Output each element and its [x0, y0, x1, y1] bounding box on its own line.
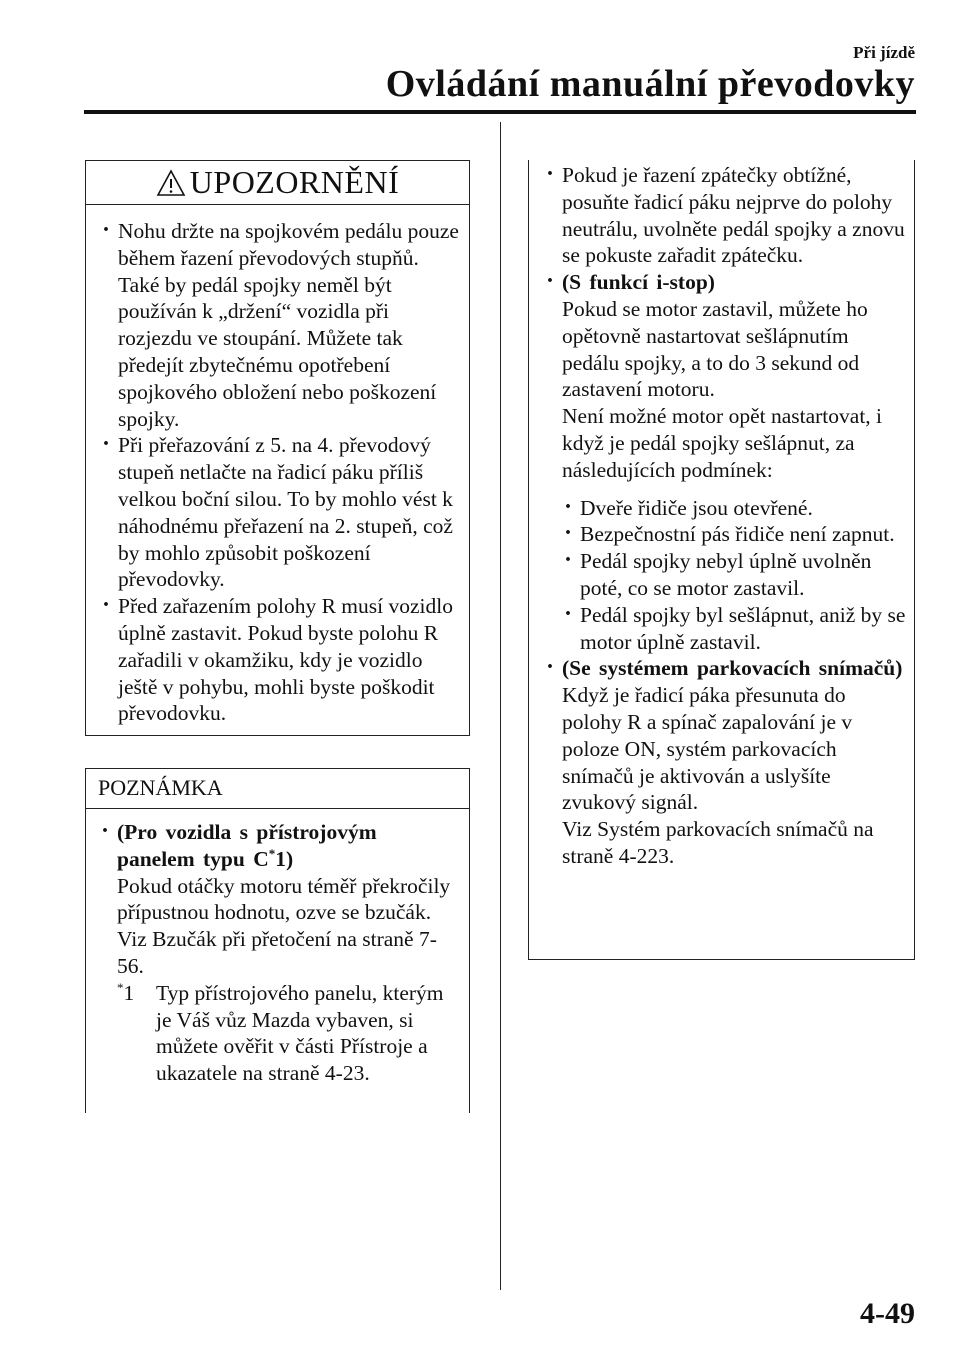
box-border [528, 959, 915, 960]
conditions-list [562, 495, 906, 656]
warning-item: · Před zařazením polohy R musí vozidlo úplně zastavit. Pokud byste polohu R zařadili v okamžiku, kdy je vozidlo ještě v pohybu, mohli byste poškodit převodovku. [100, 593, 462, 727]
note-border [85, 768, 86, 1113]
column-divider [500, 122, 501, 1290]
right-body [544, 162, 906, 870]
footnote-marker: *1 [117, 979, 135, 1005]
parking-heading: · (Se systémem parkovacích snímačů) [544, 655, 906, 682]
reverse-gear-item: · Pokud je řazení zpátečky obtížné, posuňte řadicí páku nejprve do polohy neutrálu, uvolněte pedál spojky a znovu se pokuste zařadit zpátečku. [544, 162, 906, 269]
istop-text: Pokud se motor zastavil, můžete ho opětovně nastartovat sešlápnutím pedálu spojky, a to do 3 sekund od zastavení motoru. [562, 296, 868, 402]
box-border [914, 160, 915, 960]
istop-heading: · (S funkcí i-stop) [544, 269, 906, 296]
note-box [85, 768, 470, 1113]
note-title: POZNÁMKA [98, 775, 223, 800]
note-text: Pokud otáčky motoru téměř překročily přípustnou hodnotu, ozve se bzučák. [117, 873, 451, 925]
note-separator [85, 808, 470, 809]
note-border [469, 768, 470, 1113]
page-title: Ovládání manuální převodovky [385, 63, 915, 105]
warning-item: · Při přeřazování z 5. na 4. převodový stupeň netlačte na řadicí páku příliš velkou boční silou. To by mohlo vést k náhodnému přeřazení na 2. stupeň, což by mohlo způsobit poškození převodovky. [100, 432, 462, 593]
note-heading-text: (Pro vozidla s přístrojovým panelem typu C [117, 820, 377, 871]
warning-header [86, 161, 469, 205]
note-reference: Viz Bzučák při přetočení na straně 7-56. [117, 927, 437, 978]
condition-item: · Bezpečnostní pás řidiče není zapnut. [562, 521, 906, 548]
warning-body [100, 218, 462, 727]
warning-title: UPOZORNĚNÍ [189, 164, 400, 200]
section-label: Při jízdě [853, 43, 915, 62]
footnote-text: Typ přístrojového panelu, kterým je Váš vůz Mazda vybaven, si můžete ověřit v části Přístroje a ukazatele na straně 4-23. [156, 980, 444, 1086]
condition-item: · Pedál spojky byl sešlápnut, aniž by se motor úplně zastavil. [562, 602, 906, 656]
warning-item: · Nohu držte na spojkovém pedálu pouze během řazení převodových stupňů. Také by pedál spojky neměl být používán k „držení“ vozidla při rozjezdu ve stoupání. Můžete tak předejít zbytečnému opotřebení spojkového obložení nebo poškození spojky. [100, 218, 462, 432]
note-heading-end: 1) [275, 846, 294, 871]
note-body [99, 819, 461, 1087]
note-heading [99, 819, 461, 873]
header-rule [84, 110, 916, 114]
condition-item: · Dveře řidiče jsou otevřené. [562, 495, 906, 522]
warning-triangle-icon [156, 169, 186, 197]
page-number: 4-49 [860, 1297, 915, 1330]
footnote [117, 980, 461, 1087]
note-heading-sup: * [268, 845, 276, 861]
parking-reference: Viz Systém parkovacích snímačů na straně 4-223. [562, 817, 874, 868]
istop-conditions-intro: Není možné motor opět nastartovat, i když je pedál spojky sešlápnut, za následujících podmínek: [562, 404, 883, 482]
note-border [85, 768, 470, 769]
box-border [528, 160, 529, 960]
parking-text: Když je řadicí páka přesunuta do polohy R a spínač zapalování je v poloze ON, systém parkovacích snímačů je aktivován a uslyšíte zvukový signál. [562, 683, 853, 815]
condition-item: · Pedál spojky nebyl úplně uvolněn poté, co se motor zastavil. [562, 548, 906, 602]
warning-continuation-box [528, 160, 915, 960]
warning-box [85, 160, 470, 736]
